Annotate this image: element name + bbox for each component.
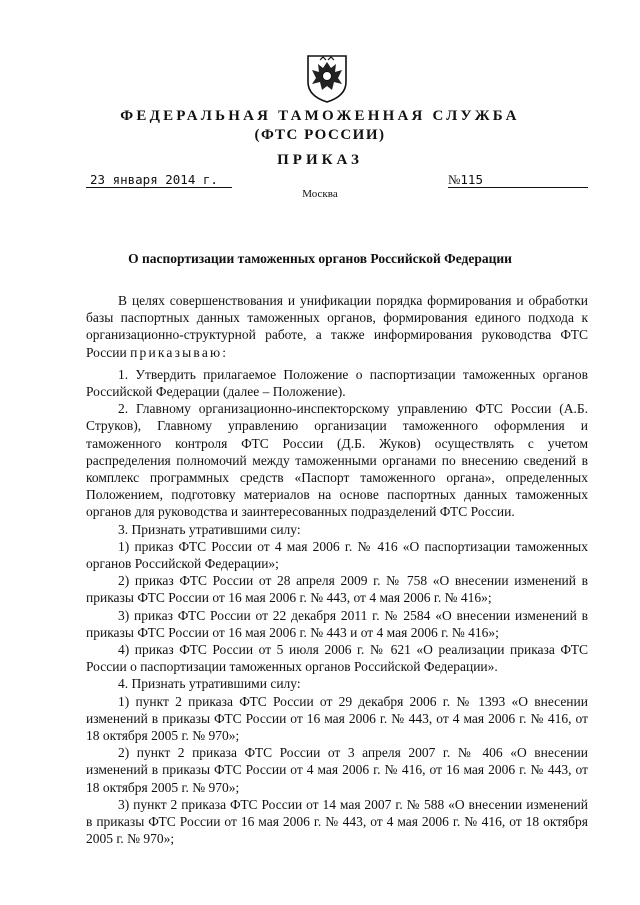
intro-command: приказываю:	[130, 344, 229, 360]
paragraph-item-4: 4. Признать утратившими силу:	[118, 676, 301, 692]
paragraph-item-3-1: 1) приказ ФТС России от 4 мая 2006 г. № 416 «О паспортизации таможенных органов Российской Федерации»;	[86, 538, 588, 572]
document-body	[86, 292, 588, 848]
agency-name: ФЕДЕРАЛЬНАЯ ТАМОЖЕННАЯ СЛУЖБА	[120, 108, 520, 124]
document-title: О паспортизации таможенных органов Российской Федерации	[128, 251, 512, 266]
order-number: 115	[460, 172, 483, 187]
paragraph-item-3-4: 4) приказ ФТС России от 5 июля 2006 г. № 621 «О реализации приказа ФТС России о паспортизации таможенных органов Российской Федерации».	[86, 642, 588, 675]
document-type: ПРИКАЗ	[277, 152, 363, 168]
city: Москва	[302, 188, 338, 200]
order-number-field	[448, 172, 588, 188]
number-sign: №	[448, 172, 461, 187]
paragraph-item-3-2: 2) приказ ФТС России от 28 апреля 2009 г. № 758 «О внесении изменений в приказы ФТС России от 16 мая 2006 г. № 443, от 4 мая 2006 г. № 416»;	[86, 573, 588, 606]
paragraph-item-3-3: 3) приказ ФТС России от 22 декабря 2011 г. № 2584 «О внесении изменений в приказы ФТС России от 16 мая 2006 г. № 443 и от 4 мая 2006 г. № 416»;	[86, 607, 588, 640]
agency-short-name: (ФТС РОССИИ)	[254, 127, 386, 143]
paragraph-item-1: 1. Утвердить прилагаемое Положение о паспортизации таможенных органов Российской Федерации (далее – Положение).	[86, 366, 588, 400]
paragraph-item-4-3: 3) пункт 2 приказа ФТС России от 14 мая 2007 г. № 588 «О внесении изменений в приказы ФТС России от 16 мая 2006 г. № 443, от 4 мая 2006 г. № 416, от 18 октября 2005 г. № 970»;	[86, 796, 588, 847]
paragraph-item-4-1: 1) пункт 2 приказа ФТС России от 29 декабря 2006 г. № 1393 «О внесении изменений в приказы ФТС России от 16 мая 2006 г. № 443, от 4 мая 2006 г. № 416, от 18 октября 2005 г. № 970»;	[86, 693, 588, 744]
coat-of-arms-icon	[302, 52, 352, 104]
intro-text: В целях совершенствования и унификации порядка формирования и обработки базы паспортных данных таможенных органов, формирования единого подхода к организационно-структурной работе, а также информирования руководства ФТС России	[86, 293, 588, 360]
paragraph-item-2: 2. Главному организационно-инспекторскому управлению ФТС России (А.Б. Струков), Главному управлению организации таможенного оформления и таможенного контроля ФТС России (Д.Б. Жуков) осуществлять с учетом распределения полномочий между таможенными органами по внесению сведений в комплекс программных средств «Паспорт таможенного органа», определенных Положением, подготовку материалов на основе паспортных данных таможенных органов для руководства и заинтересованных подразделений ФТС России.	[86, 401, 588, 520]
order-date: 23 января 2014 г.	[86, 172, 232, 188]
intro-paragraph	[86, 292, 588, 361]
paragraph-item-4-2: 2) пункт 2 приказа ФТС России от 3 апреля 2007 г. № 406 «О внесении изменений в приказы ФТС России от 4 мая 2006 г. № 416, от 16 мая 2006 г. № 443, от 18 октября 2005 г. № 970»;	[86, 745, 588, 795]
paragraph-item-3: 3. Признать утратившими силу:	[118, 521, 301, 537]
